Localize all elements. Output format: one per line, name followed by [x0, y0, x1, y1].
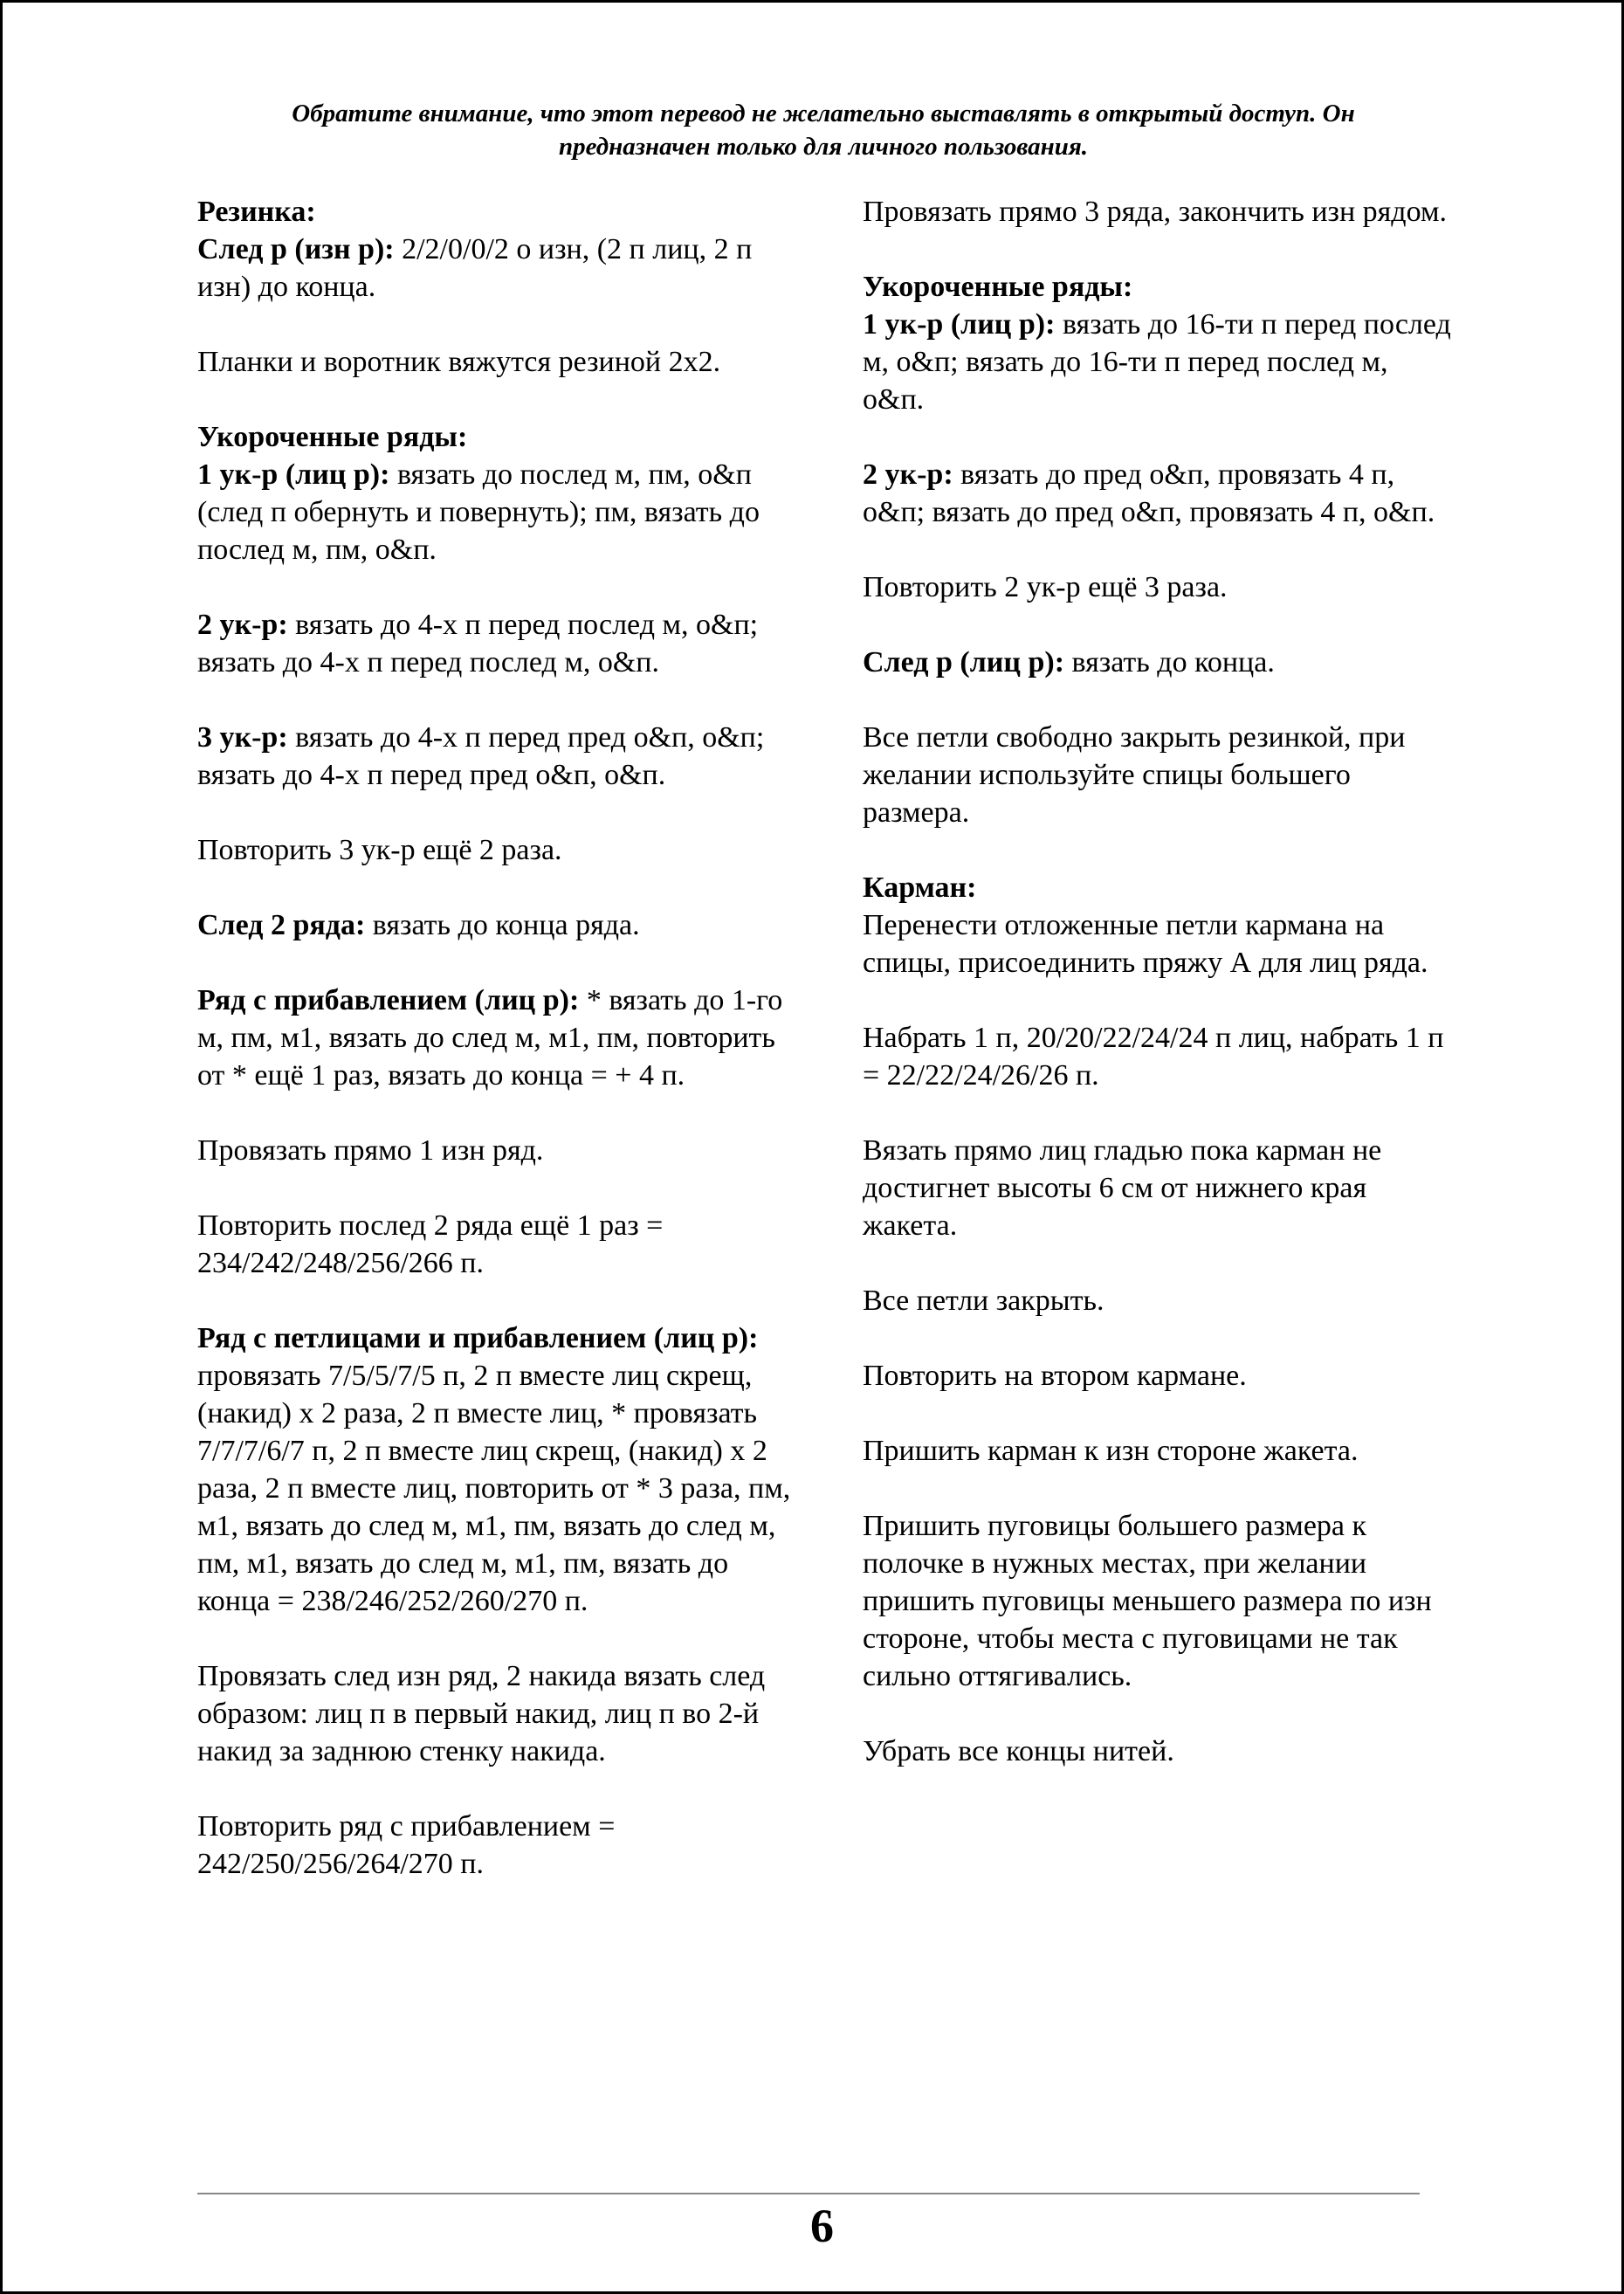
short-row-2-right [863, 456, 1456, 531]
sr3-text: вязать до 4-х п перед пред о&п, о&п; вязать до 4-х п перед пред о&п, о&п. [197, 721, 765, 791]
pocket-bind: Все петли закрыть. [863, 1285, 1104, 1317]
notice-line-2: предназначен только для личного пользования. [558, 133, 1089, 161]
short-row-3 [197, 719, 791, 794]
notice-line-1: Обратите внимание, что этот перевод не желательно выставлять в открытый доступ. Он [292, 100, 1355, 127]
next-row-text-right: вязать до конца. [1064, 646, 1275, 679]
pocket-knit: Вязать прямо лиц гладью пока карман не достигнет высоты 6 см от нижнего края жакета. [863, 1134, 1382, 1242]
pocket-repeat: Повторить на втором кармане. [863, 1360, 1247, 1392]
rib-heading: Резинка: [197, 196, 316, 228]
short-rows-heading: Укороченные ряды: [197, 421, 468, 453]
footer-divider [197, 2193, 1420, 2194]
next2-label: След 2 ряда: [197, 909, 366, 941]
pocket-sew: Пришить карман к изн стороне жакета. [863, 1435, 1359, 1467]
sr2-label: 2 ук-р: [197, 609, 288, 641]
next-row-label-right: След р (лиц р): [863, 646, 1065, 679]
inc-row-text: * вязать до 1-го м, пм, м1, вязать до след м, м1, пм, повторить от * ещё 1 раз, вязать до конца = + 4 п. [197, 984, 783, 1092]
short-rows-right-1 [863, 268, 1456, 418]
sr3-label: 3 ук-р: [197, 721, 288, 754]
next-two-rows [197, 906, 791, 944]
sr1-text-right: вязать до 16-ти п перед послед м, о&п; вязать до 16-ти п перед послед м, о&п. [863, 308, 1451, 416]
sr2-label-right: 2 ук-р: [863, 458, 953, 491]
buttonhole-label: Ряд с петлицами и прибавлением (лиц р): [197, 1322, 759, 1354]
privacy-notice [203, 97, 1443, 163]
pocket-section [863, 869, 1456, 982]
repeat-sr2: Повторить 2 ук-р ещё 3 раза. [863, 571, 1228, 603]
repeat-increase-row: Повторить ряд с прибавлением = 242/250/256/264/270 п. [197, 1810, 616, 1880]
short-row-2 [197, 606, 791, 681]
sr1-label-right: 1 ук-р (лиц р): [863, 308, 1056, 341]
rib-next-row-label: След р (изн р): [197, 233, 395, 265]
rib-next-row-text: 2/2/0/0/2 о изн, (2 п лиц, 2 п изн) до конца. [197, 233, 753, 303]
bands-paragraph: Планки и воротник вяжутся резиной 2х2. [197, 346, 721, 378]
short-rows-heading-right: Укороченные ряды: [863, 271, 1133, 303]
straight-three: Провязать прямо 3 ряда, закончить изн рядом. [863, 196, 1447, 228]
buttonhole-text: провязать 7/5/5/7/5 п, 2 п вместе лиц скрещ, (накид) х 2 раза, 2 п вместе лиц, * провязать 7/7/7/6/7 п, 2 п вместе лиц скрещ, (накид) х 2 раза, 2 п вместе лиц, повторить от * 3 раза, пм, м1, вязать до след м, м1, пм, вязать до след м, пм, м1, вязать до след м, м1, пм, вязать до конца = 238/246/252/260/270 п. [197, 1360, 791, 1617]
pocket-cast: Набрать 1 п, 20/20/22/24/24 п лиц, набрать 1 п = 22/22/24/26/26 п. [863, 1022, 1444, 1092]
rib-section [197, 193, 791, 306]
next-purl-row: Провязать след изн ряд, 2 накида вязать след образом: лиц п в первый накид, лиц п во 2-й накид за заднюю стенку накида. [197, 1660, 766, 1767]
inc-row-label: Ряд с прибавлением (лиц р): [197, 984, 580, 1016]
page-number: 6 [810, 2200, 834, 2252]
next-row-right [863, 644, 1456, 681]
bind-off: Все петли свободно закрыть резинкой, при желании используйте спицы большего размера. [863, 721, 1406, 829]
sr2-text-right: вязать до пред о&п, провязать 4 п, о&п; вязать до пред о&п, провязать 4 п, о&п. [863, 458, 1435, 528]
buttonhole-row [197, 1319, 791, 1620]
sr2-text: вязать до 4-х п перед послед м, о&п; вязать до 4-х п перед послед м, о&п. [197, 609, 759, 679]
sr1-text: вязать до послед м, пм, о&п (след п обернуть и повернуть); пм, вязать до послед м, пм, о&п. [197, 458, 760, 566]
increase-row [197, 982, 791, 1094]
repeat-last-two: Повторить послед 2 ряда ещё 1 раз = 234/242/248/256/266 п. [197, 1209, 664, 1279]
short-rows-1 [197, 418, 791, 568]
weave-ends: Убрать все концы нитей. [863, 1735, 1174, 1767]
left-column [197, 193, 791, 1920]
right-column [863, 193, 1456, 1808]
pocket-heading: Карман: [863, 871, 977, 904]
repeat-sr3: Повторить 3 ук-р ещё 2 раза. [197, 834, 562, 866]
sr1-label: 1 ук-р (лиц р): [197, 458, 390, 491]
buttons-sew: Пришить пуговицы большего размера к полочке в нужных местах, при желании пришить пуговицы меньшего размера по изн стороне, чтобы места с пуговицами не так сильно оттягивались. [863, 1510, 1432, 1692]
purl-row: Провязать прямо 1 изн ряд. [197, 1134, 544, 1167]
next2-text: вязать до конца ряда. [365, 909, 640, 941]
pocket-transfer: Перенести отложенные петли кармана на спицы, присоединить пряжу А для лиц ряда. [863, 909, 1428, 979]
